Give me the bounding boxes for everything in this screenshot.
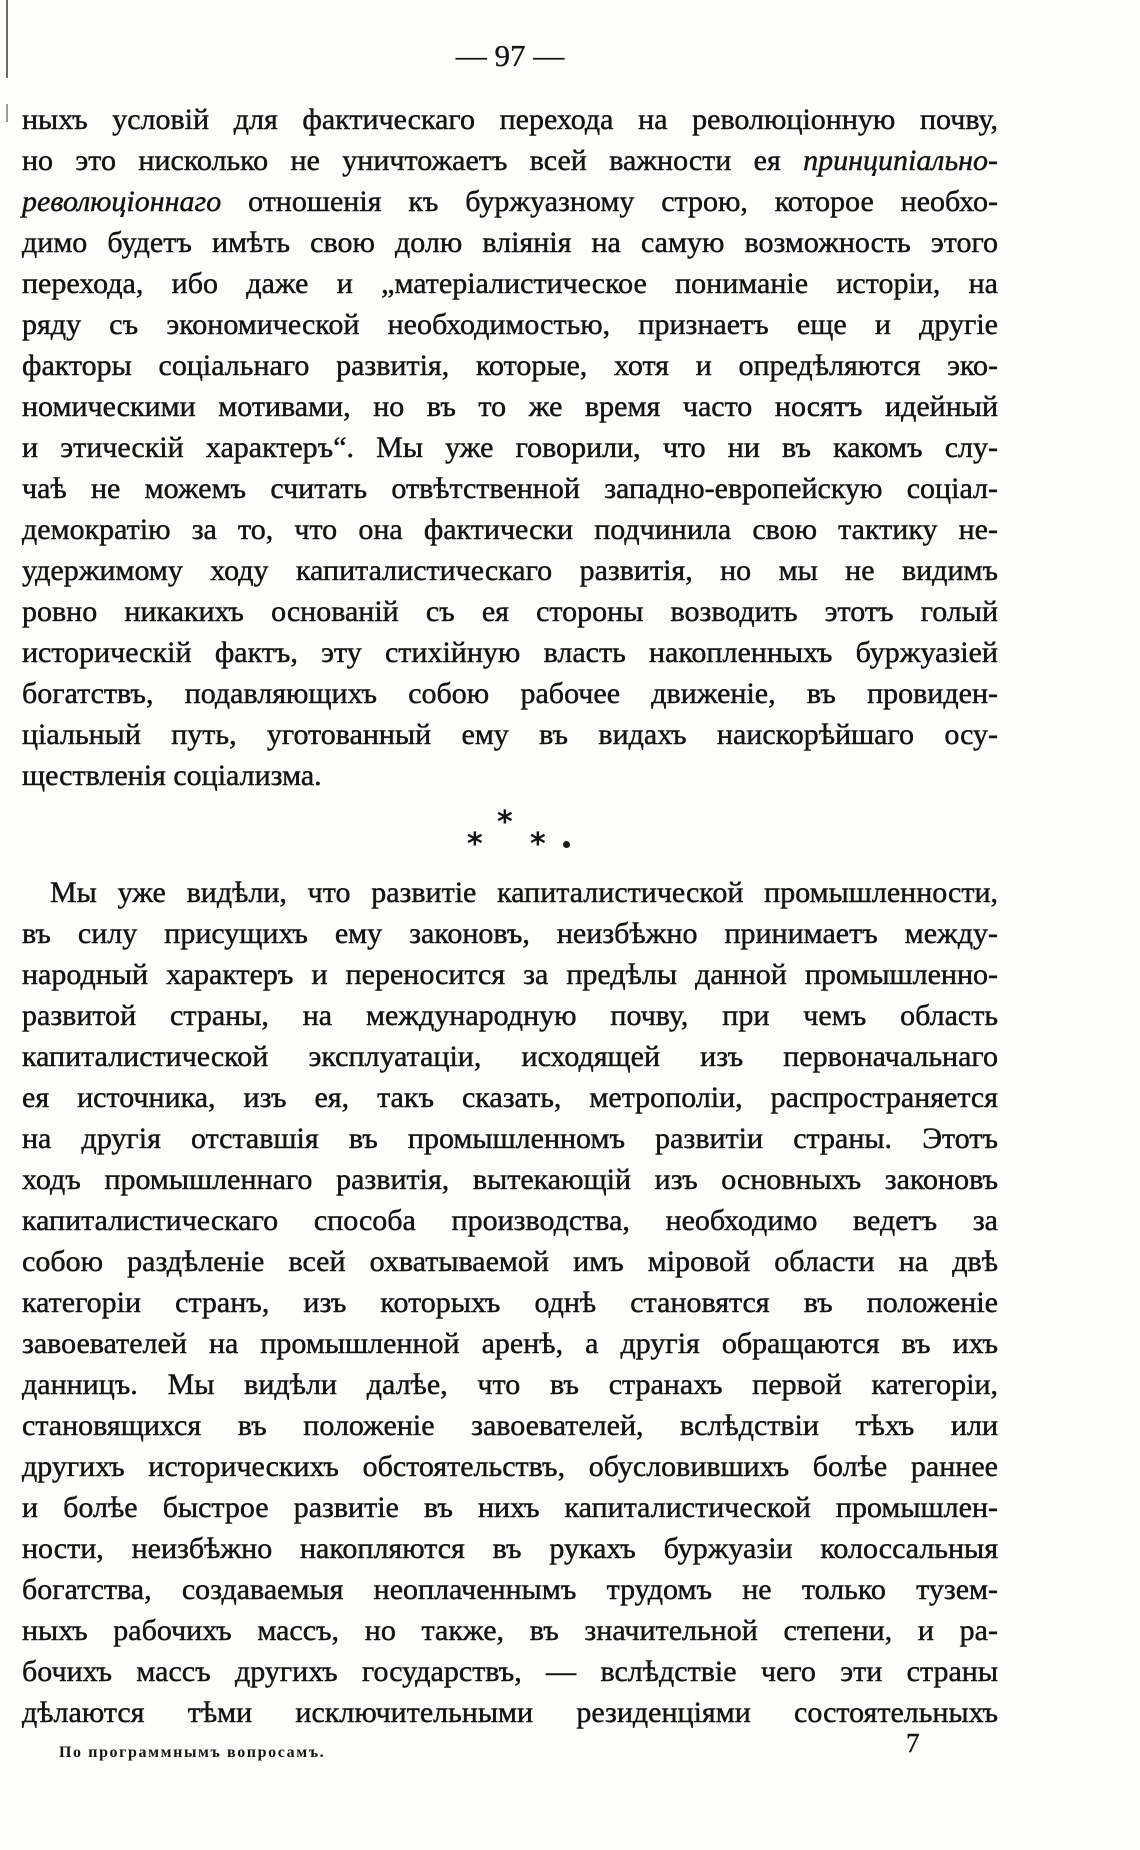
text-line: развитой страны, на международную почву, при чемъ область [22, 999, 998, 1032]
text-line: данницъ. Мы видѣли далѣе, что въ странахъ первой категоріи, [22, 1368, 998, 1401]
text-line: бочихъ массъ другихъ государствъ, — вслѣдствіе чего эти страны [22, 1655, 998, 1688]
text-line: ности, неизбѣжно накопляются въ рукахъ буржуазіи колоссальныя [22, 1532, 998, 1565]
scan-edge-mark [6, 0, 8, 78]
paragraph [22, 872, 998, 1733]
footer-book-title: По программнымъ вопросамъ. [59, 1744, 326, 1761]
asterism-star: * [497, 805, 513, 840]
text-line: ровно никакихъ основаній съ ея стороны возводить этотъ голый [22, 595, 998, 628]
text-line: ществленія соціализма. [22, 759, 322, 792]
emphasis-text: революціоннаго [22, 185, 222, 218]
text-segment: но это нисколько не уничтожаетъ всей важности ея [22, 144, 781, 177]
text-line: богатства, создаваемыя неоплаченнымъ трудомъ не только тузем- [22, 1573, 998, 1606]
text-line: дѣлаются тѣми исключительными резиденціями состоятельныхъ [22, 1696, 998, 1729]
text-line: ныхъ рабочихъ массъ, но также, въ значительной степени, и ра- [22, 1614, 998, 1647]
text-line: на другія отставшія въ промышленномъ развитіи страны. Этотъ [22, 1122, 998, 1155]
text-line: удержимому ходу капиталистическаго развитія, но мы не видимъ [22, 554, 998, 587]
text-line: историческій фактъ, эту стихійную власть накопленныхъ буржуазіей [22, 636, 998, 669]
text-line: Мы уже видѣли, что развитіе капиталистической промышленности, [50, 876, 998, 909]
text-line: ціальный путь, уготованный ему въ видахъ наискорѣйшаго осу- [22, 718, 998, 751]
text-line [22, 181, 998, 222]
paragraph [22, 99, 998, 796]
page-number-header: — 97 — [455, 38, 565, 73]
text-line: и этическій характеръ“. Мы уже говорили, что ни въ какомъ слу- [22, 431, 998, 464]
text-line: богатствъ, подавляющихъ собою рабочее движеніе, въ провиден- [22, 677, 998, 710]
text-line: ныхъ условій для фактическаго перехода на революціонную почву, [22, 103, 998, 136]
emphasis-text: принципіально- [803, 144, 998, 177]
text-line: капиталистическаго способа производства, необходимо ведетъ за [22, 1204, 998, 1237]
text-line: категоріи странъ, изъ которыхъ однѣ становятся въ положеніе [22, 1286, 998, 1319]
signature-mark: 7 [906, 1728, 920, 1758]
text-line: димо будетъ имѣть свою долю вліянія на самую возможность этого [22, 226, 998, 259]
text-line: номическими мотивами, но въ то же время часто носятъ идейный [22, 390, 998, 423]
text-line: народный характеръ и переносится за предѣлы данной промышленно- [22, 958, 998, 991]
text-line: демократію за то, что она фактически подчинила свою тактику не- [22, 513, 998, 546]
text-line: чаѣ не можемъ считать отвѣтственной западно-европейскую соціал- [22, 472, 998, 505]
text-line: становящихся въ положеніе завоевателей, вслѣдствіи тѣхъ или [22, 1409, 998, 1442]
text-line: и болѣе быстрое развитіе въ нихъ капиталистической промышлен- [22, 1491, 998, 1524]
text-line: капиталистической эксплуатаціи, исходящей изъ первоначальнаго [22, 1040, 998, 1073]
text-line: завоевателей на промышленной аренѣ, а другія обращаются въ ихъ [22, 1327, 998, 1360]
asterism-star: * [467, 827, 483, 862]
text-line: ходъ промышленнаго развитія, вытекающій изъ основныхъ законовъ [22, 1163, 998, 1196]
text-line: собою раздѣленіе всей охватываемой имъ міровой области на двѣ [22, 1245, 998, 1278]
text-segment: отношенія къ буржуазному строю, которое необхо- [248, 185, 998, 218]
text-line: перехода, ибо даже и „матеріалистическое пониманіе исторіи, на [22, 267, 998, 300]
scan-dot-mark [563, 841, 570, 848]
text-line: ея источника, изъ ея, такъ сказать, метрополіи, распространяется [22, 1081, 998, 1114]
text-line: факторы соціальнаго развитія, которые, хотя и опредѣляются эко- [22, 349, 998, 382]
text-line: ряду съ экономической необходимостью, признаетъ еще и другіе [22, 308, 998, 341]
text-line [22, 140, 998, 181]
asterism-star: * [530, 827, 546, 862]
text-line: другихъ историческихъ обстоятельствъ, обусловившихъ болѣе раннее [22, 1450, 998, 1483]
text-line: въ силу присущихъ ему законовъ, неизбѣжно принимаетъ между- [22, 917, 998, 950]
scan-edge-mark [6, 104, 8, 122]
